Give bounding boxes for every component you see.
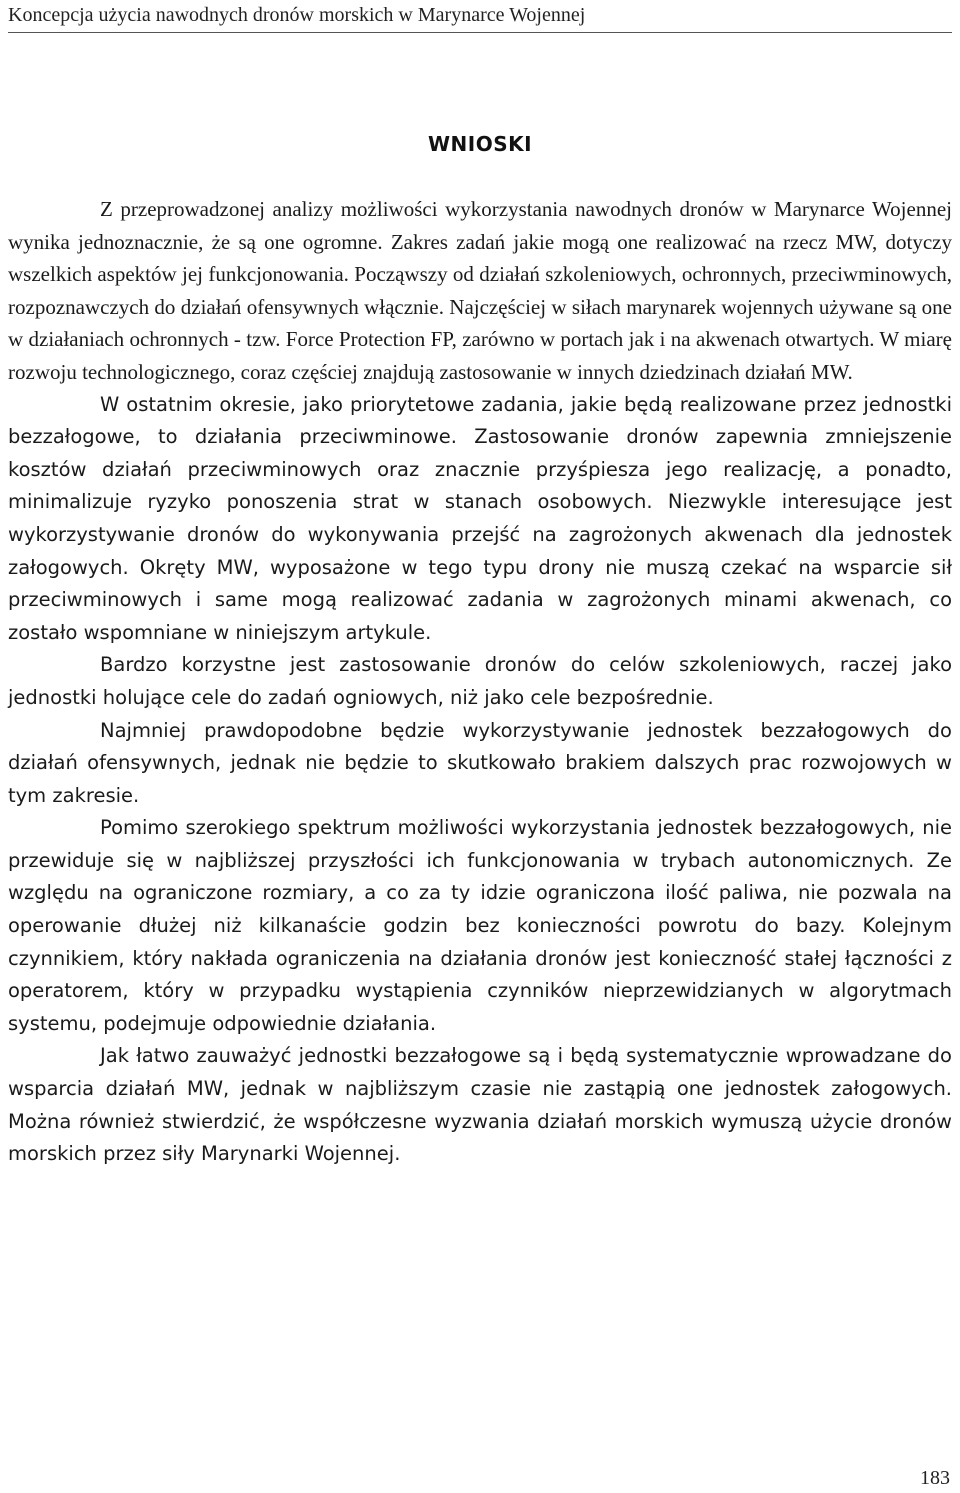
body-text bbox=[8, 193, 952, 1171]
page-number: 183 bbox=[920, 1467, 950, 1489]
running-header: Koncepcja użycia nawodnych dronów morskich w Marynarce Wojennej bbox=[8, 2, 952, 33]
paragraph-3: Bardzo korzystne jest zastosowanie dronów do celów szkoleniowych, raczej jako jednostki holujące cele do zadań ogniowych, niż jako cele bezpośrednie. bbox=[8, 653, 952, 709]
paragraph-4: Najmniej prawdopodobne będzie wykorzystywanie jednostek bezzałogowych do działań ofensywnych, jednak nie będzie to skutkowało brakiem dalszych prac rozwojowych w tym zakresie. bbox=[8, 718, 952, 807]
paragraph-1: Z przeprowadzonej analizy możliwości wykorzystania nawodnych dronów w Marynarce Wojennej wynika jednoznacznie, że są one ogromne. Zakres zadań jakie mogą one realizować na rzecz MW, dotyczy wszelkich aspektów jej funkcjonowania. Począwszy od działań szkoleniowych, ochronnych, przeciwminowych, rozpoznawczych do działań ofensywnych włącznie. Najczęściej w siłach marynarek wojennych używane są one w działaniach ochronnych - tzw. Force Protection FP, zarówno w portach jak i na akwenach otwartych. W miarę rozwoju technologicznego, coraz częściej znajdują zastosowanie w innych dziedzinach działań MW. bbox=[8, 197, 952, 384]
paragraph-6: Jak łatwo zauważyć jednostki bezzałogowe są i będą systematycznie wprowadzane do wsparcia działań MW, jednak w najbliższym czasie nie zastąpią one jednostek załogowych. Można również stwierdzić, że współczesne wyzwania działań morskich wymuszą użycie dronów morskich przez siły Marynarki Wojennej. bbox=[8, 1044, 952, 1166]
section-title: WNIOSKI bbox=[427, 132, 533, 156]
paragraph-2: W ostatnim okresie, jako priorytetowe zadania, jakie będą realizowane przez jednostki bezzałogowe, to działania przeciwminowe. Zastosowanie dronów zapewnia zmniejszenie kosztów działań przeciwminowych oraz znacznie przyśpiesza jego realizację, a ponadto, minimalizuje ryzyko ponoszenia strat w stanach osobowych. Niezwykle interesujące jest wykorzystywanie dronów do wykonywania przejść na zagrożonych akwenach dla jednostek załogowych. Okręty MW, wyposażone w tego typu drony nie muszą czekać na wsparcie sił przeciwminowych i same mogą realizować zadania w zagrożonych minami akwenach, co zostało wspomniane w niniejszym artykule. bbox=[8, 392, 952, 644]
paragraph-5: Pomimo szerokiego spektrum możliwości wykorzystania jednostek bezzałogowych, nie przewiduje się w najbliższej przyszłości ich funkcjonowania w trybach autonomicznych. Ze względu na ograniczone rozmiary, a co za ty idzie ograniczona ilość paliwa, nie pozwala na operowanie dłużej niż kilkanaście godzin bez konieczności powrotu do bazy. Kolejnym czynnikiem, który nakłada ograniczenia na działania dronów jest konieczność stałej łączności z operatorem, który w przypadku wystąpienia czynników nieprzewidzianych w algorytmach systemu, podejmuje odpowiednie działania. bbox=[8, 816, 952, 1035]
